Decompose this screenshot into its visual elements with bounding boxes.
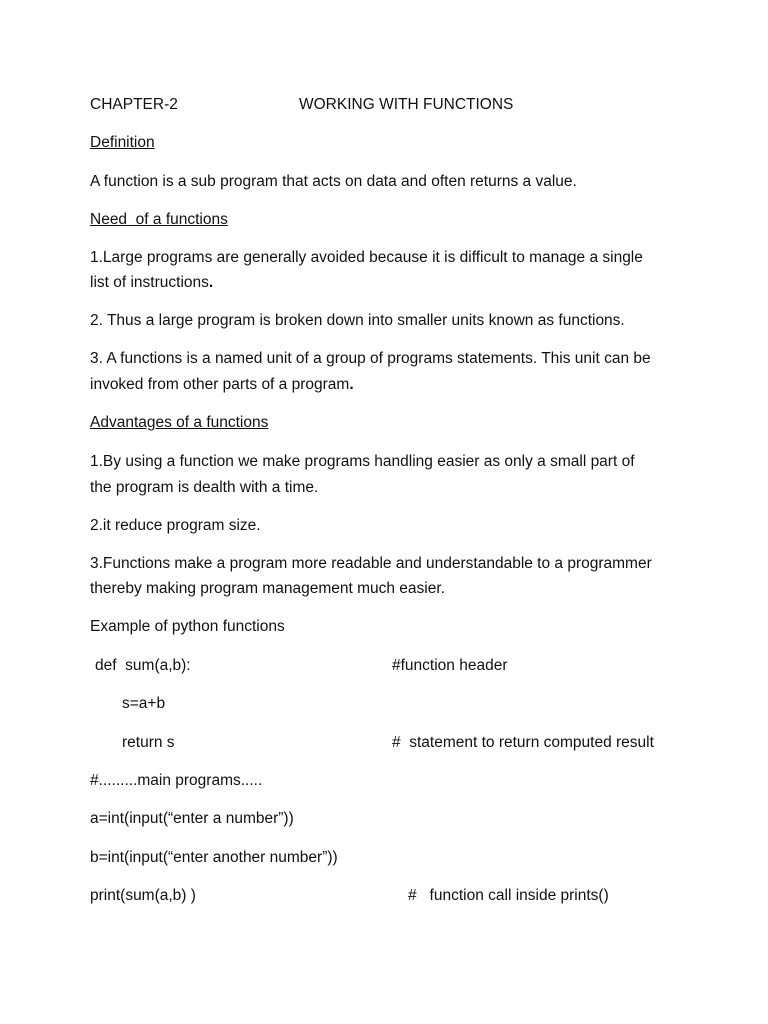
definition-heading: Definition (90, 134, 155, 151)
code-return-line: return s (122, 734, 175, 751)
code-main-comment: #.........main programs..... (90, 772, 263, 789)
need-item-1-line-1: 1.Large programs are generally avoided because it is difficult to manage a single (90, 249, 643, 266)
need-item-3-line-1: 3. A functions is a named unit of a group of programs statements. This unit can be (90, 350, 651, 367)
code-return-comment: # statement to return computed result (392, 734, 654, 751)
code-print-line: print(sum(a,b) ) (90, 887, 196, 904)
need-heading: Need of a functions (90, 211, 228, 228)
need-item-3-period: . (349, 376, 354, 393)
code-input-b: b=int(input(“enter another number”)) (90, 849, 338, 866)
need-item-1-line-2 (90, 271, 213, 295)
advantages-item-1-line-2: the program is dealth with a time. (90, 479, 319, 496)
advantages-heading: Advantages of a functions (90, 414, 269, 431)
need-item-3-line-2 (90, 373, 354, 397)
code-def-line: def sum(a,b): (95, 657, 191, 674)
advantages-item-2: 2.it reduce program size. (90, 517, 261, 534)
chapter-title: WORKING WITH FUNCTIONS (299, 96, 514, 113)
code-print-comment: # function call inside prints() (408, 887, 609, 904)
definition-text: A function is a sub program that acts on data and often returns a value. (90, 173, 577, 190)
code-def-comment: #function header (392, 657, 508, 674)
chapter-label: CHAPTER-2 (90, 96, 178, 113)
need-item-2: 2. Thus a large program is broken down into smaller units known as functions. (90, 312, 625, 329)
code-assign-line: s=a+b (122, 695, 166, 712)
code-input-a: a=int(input(“enter a number”)) (90, 810, 294, 827)
example-heading: Example of python functions (90, 618, 285, 635)
need-item-1-text: list of instructions (90, 274, 209, 291)
advantages-item-3-line-2: thereby making program management much easier. (90, 580, 445, 597)
advantages-item-1-line-1: 1.By using a function we make programs handling easier as only a small part of (90, 453, 635, 470)
need-item-3-text: invoked from other parts of a program (90, 376, 350, 393)
advantages-item-3-line-1: 3.Functions make a program more readable and understandable to a programmer (90, 555, 652, 572)
need-item-1-period: . (208, 274, 214, 291)
